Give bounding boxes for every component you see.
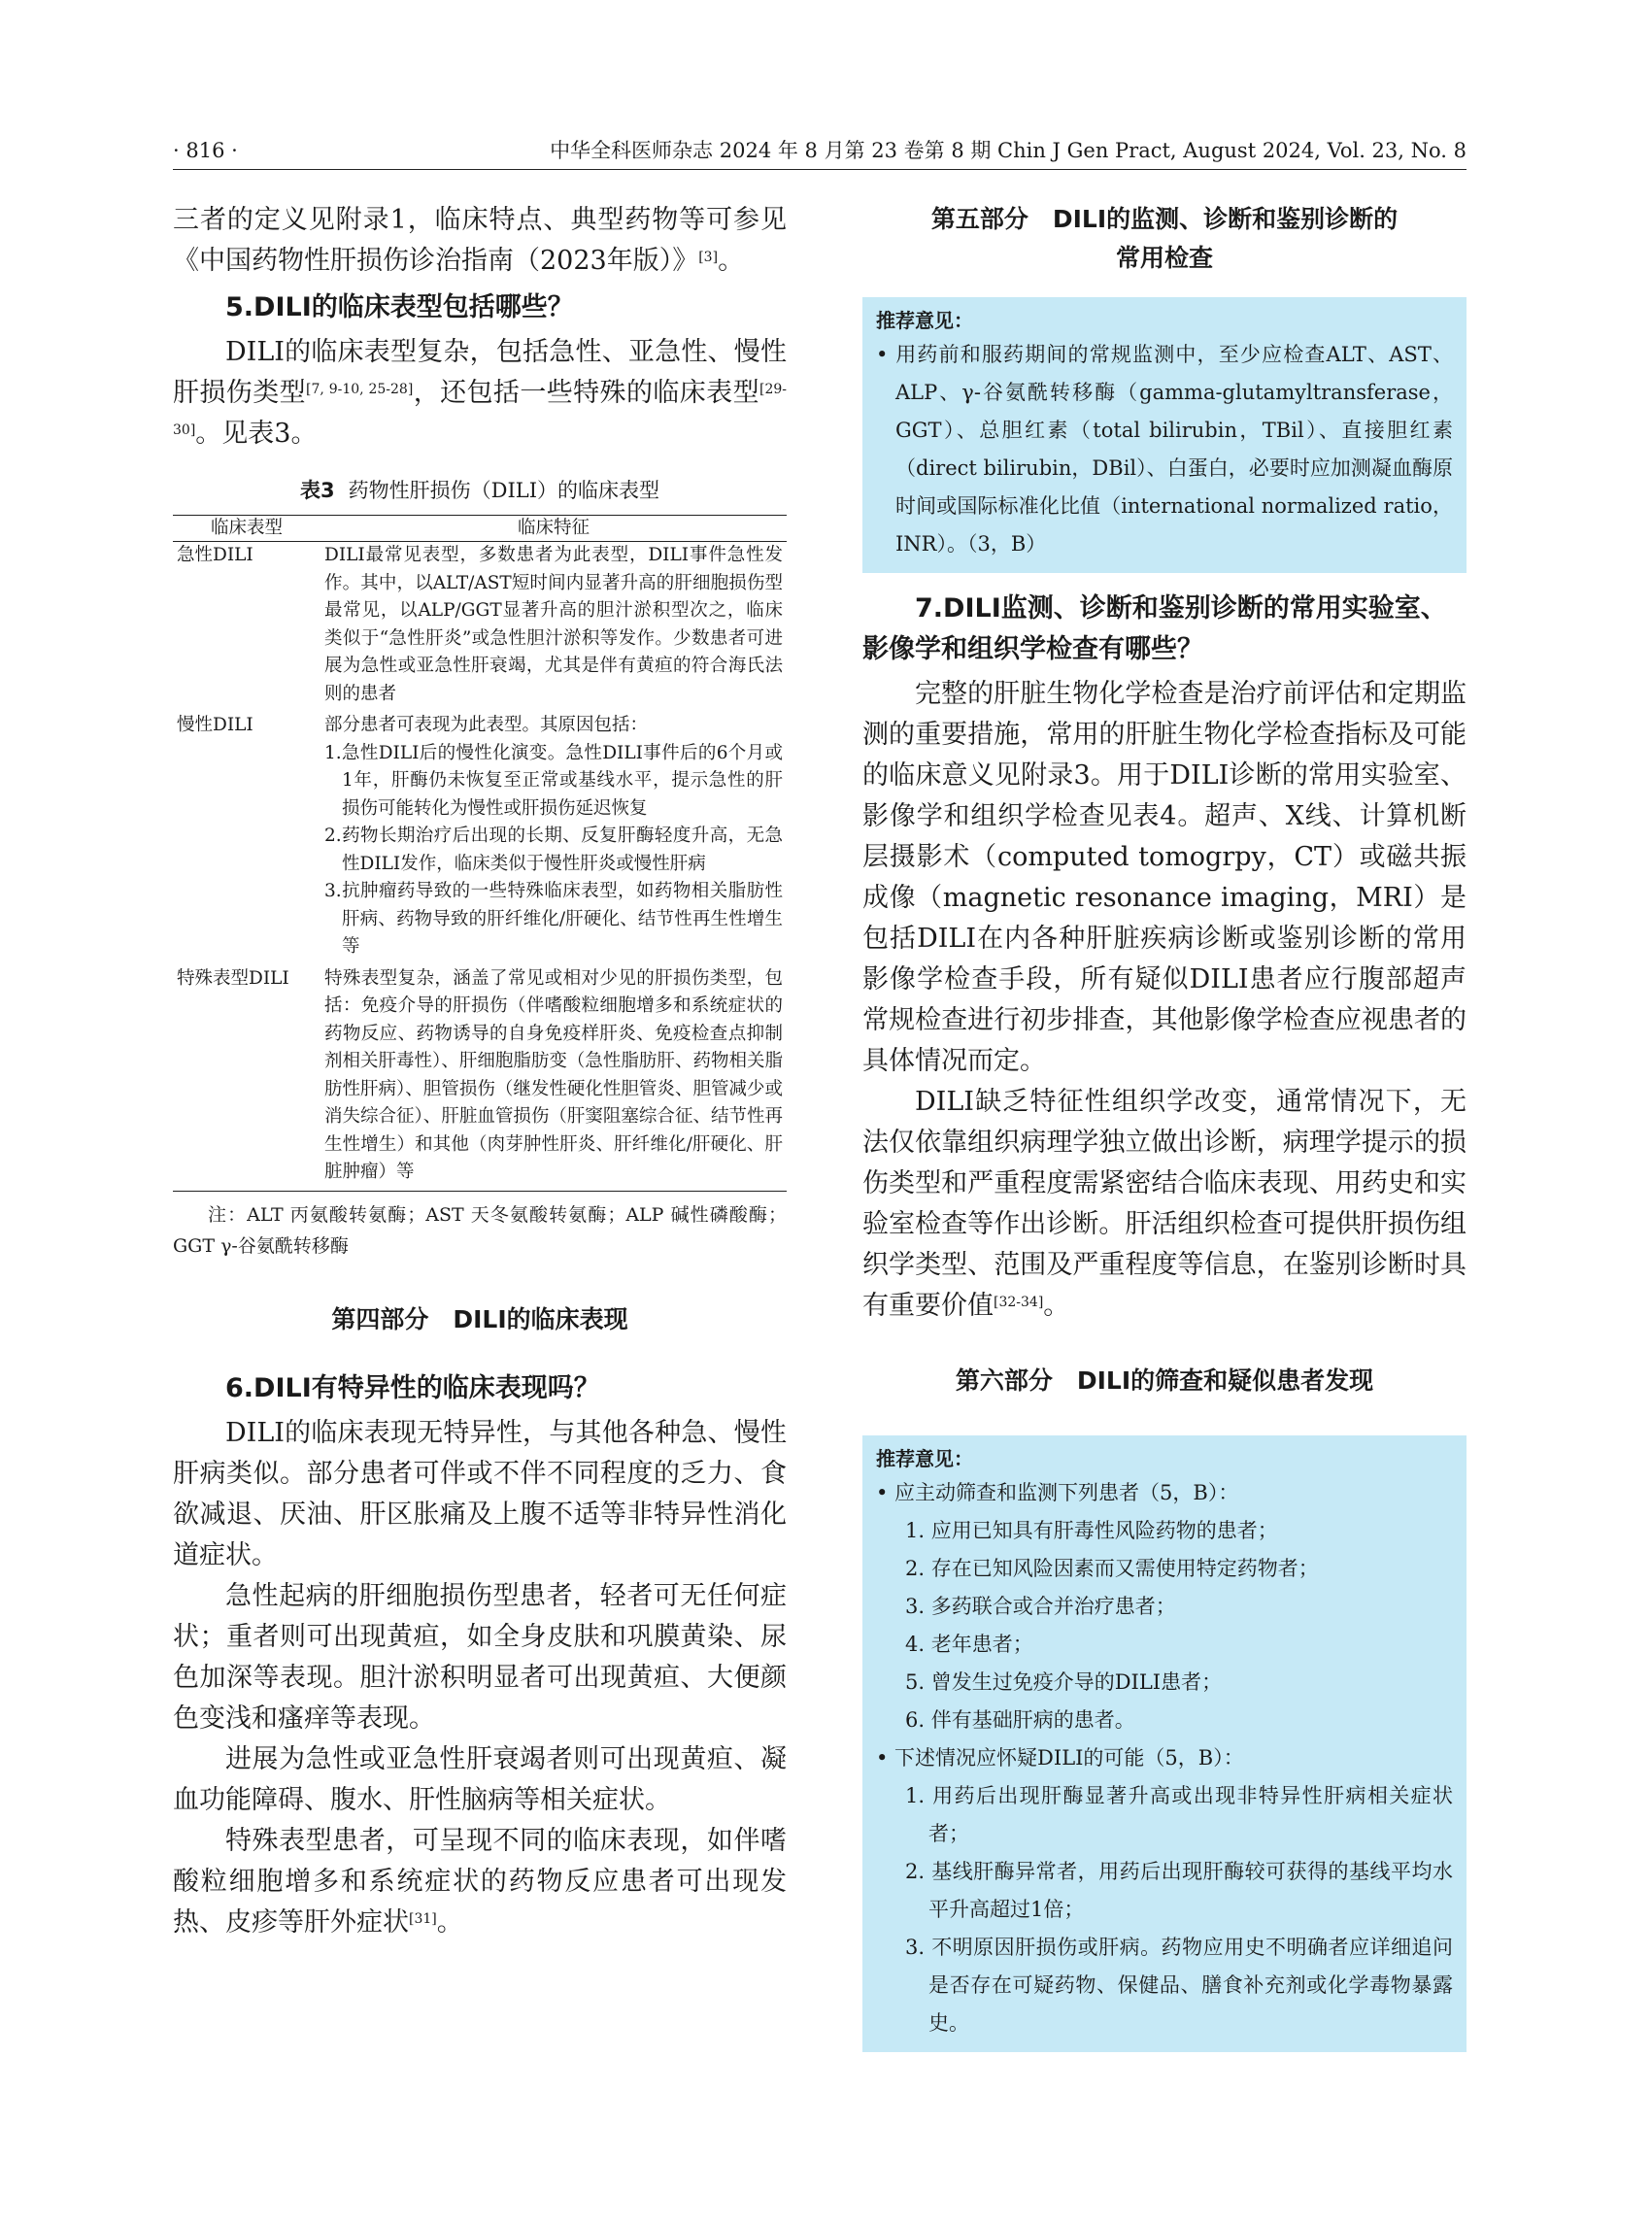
citation: [3] [698,250,719,265]
list-item: 5. 曾发生过免疫介导的DILI患者； [905,1670,1223,1694]
question-5-title: 5.DILI的临床表型包括哪些？ [225,292,574,322]
table-label: 表3 [300,479,335,502]
table-row [173,712,787,965]
recommendation-title: 推荐意见： [876,1447,973,1470]
running-header [173,136,1467,170]
question-6-title: 6.DILI有特异性的临床表现吗？ [225,1372,600,1403]
left-column [173,200,787,1943]
table-row [173,542,787,713]
recommendation-title: 推荐意见： [876,309,973,332]
table-title: 药物性肝损伤（DILI）的临床表型 [348,479,659,502]
table-cell-phenotype: 急性DILI [177,545,253,565]
question-6-paragraph-4: 特殊表型患者，可呈现不同的临床表现，如伴嗜酸粒细胞增多和系统症状的药物反应患者可出现发热、皮疹等肝外症状[31]。 [173,1825,787,1938]
recommendation-box-2 [862,1435,1467,2052]
journal-title: 中华全科医师杂志 2024 年 8 月第 23 卷第 8 期 Chin J Gen Pract, August 2024, Vol. 23, No. 8 [550,139,1467,162]
recommendation-item: • 应主动筛查和监测下列患者（5，B）： [876,1481,1239,1504]
list-item: 4. 老年患者； [905,1633,1033,1656]
section-4-title: 第四部分 DILI的临床表现 [331,1304,628,1333]
list-item: 1. 应用已知具有肝毒性风险药物的患者； [905,1519,1278,1542]
citation: [32-34] [994,1295,1044,1310]
section-5-title: 第五部分 DILI的监测、诊断和鉴别诊断的 常用检查 [930,205,1399,272]
table-cell-features: 特殊表型复杂，涵盖了常见或相对少见的肝损伤类型，包括：免疫介导的肝损伤（伴嗜酸粒细胞增多和系统症状的药物反应、药物诱导的自身免疫样肝炎、免疫检查点抑制剂相关肝毒性）、肝细胞脂肪变（急性脂肪肝、药物相关脂肪性肝病）、胆管损伤（继发性硬化性胆管炎、胆管减少或消失综合征）、肝脏血管损伤（肝窦阻塞综合征、结节性再生性增生）和其他（肉芽肿性肝炎、肝纤维化/肝硬化、肝脏肿瘤）等 [320,965,787,1192]
list-item: 2. 存在已知风险因素而又需使用特定药物者； [905,1557,1319,1580]
list-item: 3. 多药联合或合并治疗患者； [905,1595,1176,1618]
list-item: 1. 用药后出现肝酶显著升高或出现非特异性肝病相关症状者； [905,1784,1453,1845]
table-header-features: 临床特征 [320,516,787,542]
section-6-title: 第六部分 DILI的筛查和疑似患者发现 [955,1366,1374,1395]
question-5-paragraph: DILI的临床表型复杂，包括急性、亚急性、慢性肝损伤类型[7, 9-10, 25-28]，还包括一些特殊的临床表型[29-30]。见表3。 [173,337,787,449]
table-note: 注：ALT 丙氨酸转氨酶；AST 天冬氨酸转氨酶；ALP 碱性磷酸酶；GGT γ-谷氨酰转移酶 [173,1203,787,1257]
table-cell-phenotype: 特殊表型DILI [173,965,320,1192]
intro-paragraph: 三者的定义见附录1，临床特点、典型药物等可参见《中国药物性肝损伤诊治指南（2023年版）》[3]。 [173,205,787,276]
list-item: 6. 伴有基础肝病的患者。 [905,1708,1135,1732]
table-3 [173,515,787,1192]
citation: [7, 9-10, 25-28] [306,382,414,397]
recommendation-item: • 下述情况应怀疑DILI的可能（5，B）： [876,1746,1244,1770]
table-cell-features: DILI最常见表型，多数患者为此表型，DILI事件急性发作。其中，以ALT/AST短时间内显著升高的肝细胞损伤型最常见，以ALP/GGT显著升高的胆汁淤积型次之，临床类似于“急性肝炎”或急性胆汁淤积等发作。少数患者可进展为急性或亚急性肝衰竭，尤其是伴有黄疸的符合海氏法则的患者 [324,545,783,704]
table-cell-features: 部分患者可表现为此表型。其原因包括： 1.急性DILI后的慢性化演变。急性DILI事件后的6个月或1年，肝酶仍未恢复至正常或基线水平，提示急性的肝损伤可能转化为慢性或肝损伤延迟恢复 2.药物长期治疗后出现的长期、反复肝酶轻度升高，无急性DILI发作，临床类似于慢性肝炎或慢性肝病 3.抗肿瘤药导致的一些特殊临床表型，如药物相关脂肪性肝病、药物导致的肝纤维化/肝硬化、结节性再生性增生等 [320,712,787,965]
question-7-paragraph-2: DILI缺乏特征性组织学改变，通常情况下，无法仅依靠组织病理学独立做出诊断，病理学提示的损伤类型和严重程度需紧密结合临床表现、用药史和实验室检查等作出诊断。肝活组织检查可提供肝损伤组织学类型、范围及严重程度等信息，在鉴别诊断时具有重要价值[32-34]。 [862,1087,1467,1321]
question-7-title: 7.DILI监测、诊断和鉴别诊断的常用实验室、影像学和组织学检查有哪些？ [862,593,1447,664]
table-3-caption [173,476,787,505]
question-6-paragraph-3: 进展为急性或亚急性肝衰竭者则可出现黄疸、凝血功能障碍、腹水、肝性脑病等相关症状。 [173,1743,787,1815]
recommendation-box-1 [862,297,1467,573]
list-item: 3.抗肿瘤药导致的一些特殊临床表型，如药物相关脂肪性肝病、药物导致的肝纤维化/肝硬化、结节性再生性增生等 [324,881,783,957]
recommendation-item: • 用药前和服药期间的常规监测中，至少应检查ALT、AST、ALP、γ-谷氨酰转移酶（gamma-glutamyltransferase，GGT）、总胆红素（total bilirubin，TBil）、直接胆红素（direct bilirubin，DBil）、白蛋白，必要时应加测凝血酶原时间或国际标准化比值（international normalized ratio，INR）。（3，B） [876,343,1453,556]
list-item: 1.急性DILI后的慢性化演变。急性DILI事件后的6个月或1年，肝酶仍未恢复至正常或基线水平，提示急性的肝损伤可能转化为慢性或肝损伤延迟恢复 [324,742,783,819]
question-7-paragraph-1: 完整的肝脏生物化学检查是治疗前评估和定期监测的重要措施，常用的肝脏生物化学检查指标及可能的临床意义见附录3。用于DILI诊断的常用实验室、影像学和组织学检查见表4。超声、X线、计算机断层摄影术（computed tomogrpy，CT）或磁共振成像（magnetic resonance imaging，MRI）是包括DILI在内各种肝脏疾病诊断或鉴别诊断的常用影像学检查手段，所有疑似DILI患者应行腹部超声常规检查进行初步排查，其他影像学检查应视患者的具体情况而定。 [862,679,1467,1076]
table-row [173,965,787,1192]
citation: [29-30] [173,382,787,438]
question-6-paragraph-1: DILI的临床表现无特异性，与其他各种急、慢性肝病类似。部分患者可伴或不伴不同程度的乏力、食欲减退、厌油、肝区胀痛及上腹不适等非特异性消化道症状。 [173,1417,787,1570]
table-header-phenotype: 临床表型 [173,516,320,542]
list-item: 3. 不明原因肝损伤或肝病。药物应用史不明确者应详细追问是否存在可疑药物、保健品、膳食补充剂或化学毒物暴露史。 [905,1936,1453,2035]
right-column [862,200,1467,2052]
question-6-paragraph-2: 急性起病的肝细胞损伤型患者，轻者可无任何症状；重者则可出现黄疸，如全身皮肤和巩膜黄染、尿色加深等表现。胆汁淤积明显者可出现黄疸、大便颜色变浅和瘙痒等表现。 [173,1580,787,1734]
citation: [31] [409,1910,437,1927]
list-item: 2.药物长期治疗后出现的长期、反复肝酶轻度升高，无急性DILI发作，临床类似于慢性肝炎或慢性肝病 [324,826,783,874]
list-item: 2. 基线肝酶异常者，用药后出现肝酶较可获得的基线平均水平升高超过1倍； [905,1860,1453,1921]
table-cell-phenotype: 慢性DILI [177,715,253,735]
page-number: · 816 · [173,139,238,162]
